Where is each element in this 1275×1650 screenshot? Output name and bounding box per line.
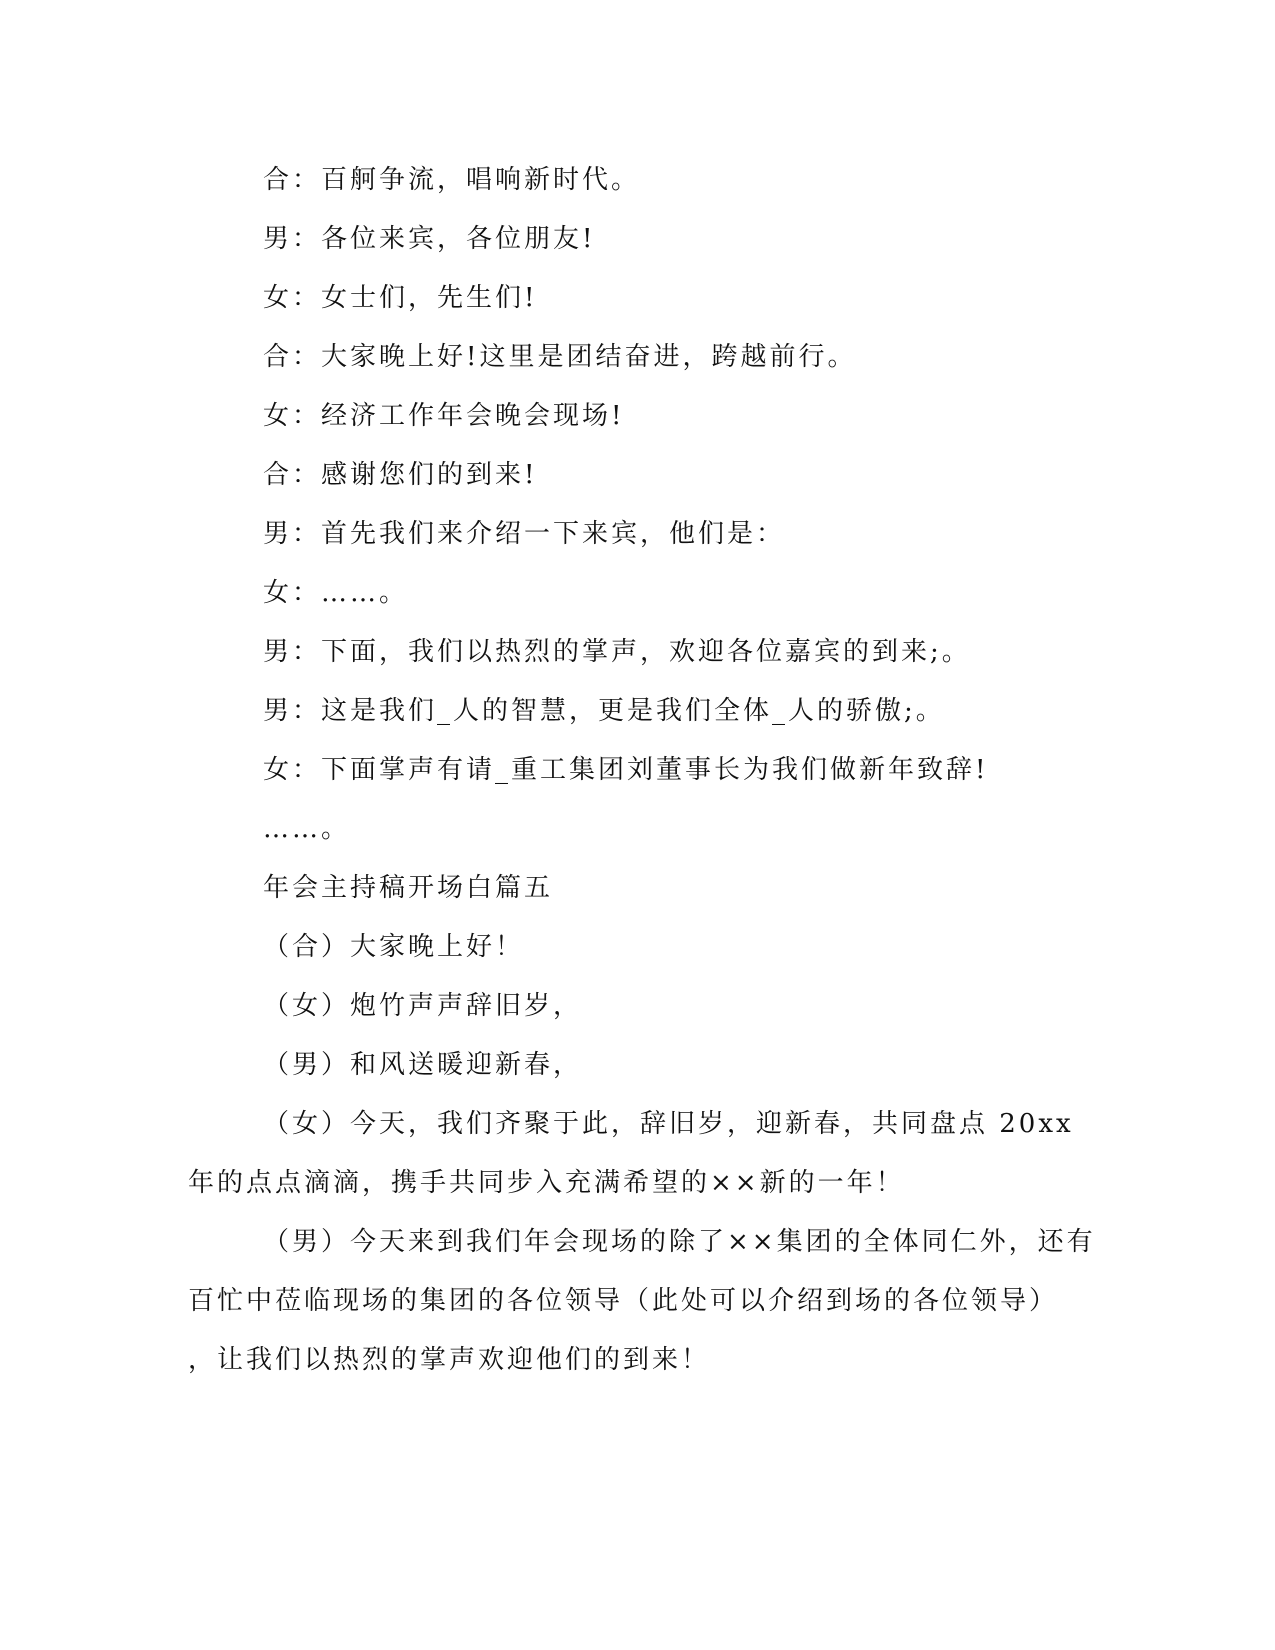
- dialogue-line-5: 女：经济工作年会晚会现场!: [263, 401, 625, 431]
- dialogue-line-11: 女：下面掌声有请_重工集团刘董事长为我们做新年致辞!: [263, 755, 989, 785]
- paragraph-1-line-2: 年的点点滴滴，携手共同步入充满希望的××新的一年！: [188, 1168, 905, 1198]
- paragraph-2-line-1: （男）今天来到我们年会现场的除了××集团的全体同仁外，还有: [263, 1227, 1096, 1257]
- dialogue-line-2: 男：各位来宾，各位朋友!: [263, 224, 596, 254]
- section-title: 年会主持稿开场白篇五: [263, 873, 554, 903]
- paragraph-1-line-1: （女）今天，我们齐聚于此，辞旧岁，迎新春，共同盘点 20xx: [263, 1109, 1074, 1139]
- paragraph-2-line-2: 百忙中莅临现场的集团的各位领导（此处可以介绍到场的各位领导）: [188, 1286, 1059, 1316]
- dialogue-line-1: 合：百舸争流，唱响新时代。: [263, 165, 641, 195]
- script-line-1: （合）大家晚上好！: [263, 932, 525, 962]
- dialogue-line-3: 女：女士们，先生们!: [263, 283, 538, 313]
- dialogue-line-7: 男：首先我们来介绍一下来宾，他们是：: [263, 519, 786, 549]
- dialogue-line-10: 男：这是我们_人的智慧，更是我们全体_人的骄傲;。: [263, 696, 945, 726]
- dialogue-line-4: 合：大家晚上好!这里是团结奋进，跨越前行。: [263, 342, 857, 372]
- dialogue-line-8: 女：……。: [263, 578, 409, 608]
- dialogue-line-9: 男：下面，我们以热烈的掌声，欢迎各位嘉宾的到来;。: [263, 637, 971, 667]
- dialogue-line-6: 合：感谢您们的到来!: [263, 460, 538, 490]
- script-line-3: （男）和风送暖迎新春，: [263, 1050, 583, 1080]
- dialogue-line-12: ……。: [263, 814, 351, 844]
- paragraph-2-line-3: ，让我们以热烈的掌声欢迎他们的到来！: [188, 1345, 711, 1375]
- script-line-2: （女）炮竹声声辞旧岁，: [263, 991, 583, 1021]
